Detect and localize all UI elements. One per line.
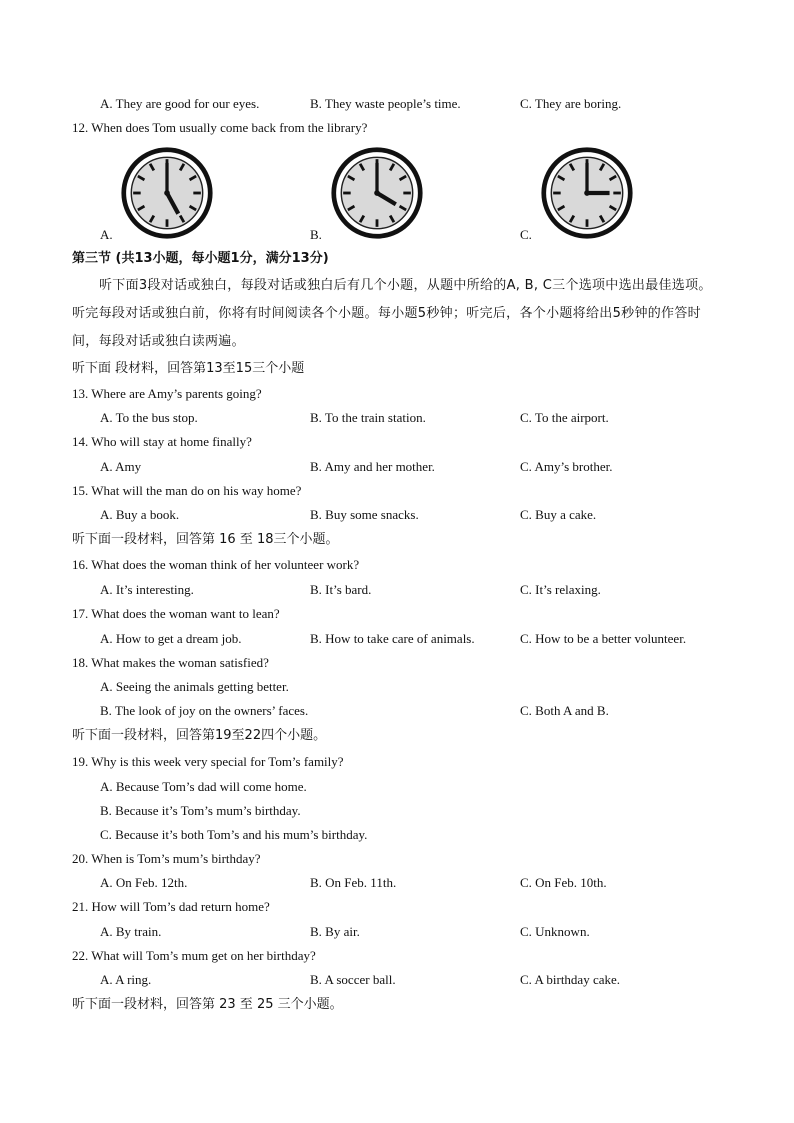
q14-option-c: C. Amy’s brother. bbox=[520, 459, 613, 474]
q15-option-c: C. Buy a cake. bbox=[520, 507, 597, 522]
intro-19-22: 听下面一段材料，回答第19至22四个小题。 bbox=[72, 728, 327, 743]
q22-option-a: A. A ring. bbox=[100, 972, 152, 987]
q15-option-b: B. Buy some snacks. bbox=[310, 507, 419, 522]
q18-question: 18. What makes the woman satisfied? bbox=[72, 655, 269, 670]
intro-23-25: 听下面一段材料，回答第 23 至 25 三个小题。 bbox=[72, 997, 343, 1012]
q19-option-a: A. Because Tom’s dad will come home. bbox=[100, 779, 307, 794]
q19-option-b: B. Because it’s Tom’s mum’s birthday. bbox=[100, 803, 301, 818]
q21-option-c: C. Unknown. bbox=[520, 924, 590, 939]
clock-b-icon bbox=[330, 146, 424, 240]
q16-question: 16. What does the woman think of her volunteer work? bbox=[72, 557, 360, 572]
q14-option-a: A. Amy bbox=[100, 459, 142, 474]
q18-option-a: A. Seeing the animals getting better. bbox=[100, 679, 289, 694]
q14-option-b: B. Amy and her mother. bbox=[310, 459, 435, 474]
intro-13-15: 听下面 段材料，回答第13至15三个小题 bbox=[72, 361, 305, 376]
q16-option-a: A. It’s interesting. bbox=[100, 582, 194, 597]
q14-question: 14. Who will stay at home finally? bbox=[72, 434, 252, 449]
q20-option-a: A. On Feb. 12th. bbox=[100, 875, 188, 890]
q13-option-a: A. To the bus stop. bbox=[100, 410, 198, 425]
q15-option-a: A. Buy a book. bbox=[100, 507, 180, 522]
intro-16-18: 听下面一段材料，回答第 16 至 18三个小题。 bbox=[72, 532, 339, 547]
clock-a-icon bbox=[120, 146, 214, 240]
q17-option-c: C. How to be a better volunteer. bbox=[520, 631, 687, 646]
q20-option-c: C. On Feb. 10th. bbox=[520, 875, 607, 890]
q20-option-b: B. On Feb. 11th. bbox=[310, 875, 397, 890]
section3-instructions: 听下面3段对话或独白，每段对话或独白后有几个小题，从题中所给的A, B, C三个选项中选出最佳选项。听完每段对话或独白前，你将有时间阅读各个小题。每小题5秒钟；听完后，各个小题将给出5秒钟的作答时间，每段对话或独白读两遍。 bbox=[72, 278, 712, 349]
q18-option-c: C. Both A and B. bbox=[520, 703, 609, 718]
q11-option-c: C. They are boring. bbox=[520, 96, 622, 111]
clock-c-icon bbox=[540, 146, 634, 240]
q13-question: 13. Where are Amy’s parents going? bbox=[72, 386, 262, 401]
q21-question: 21. How will Tom’s dad return home? bbox=[72, 899, 270, 914]
q21-option-b: B. By air. bbox=[310, 924, 360, 939]
q17-option-b: B. How to take care of animals. bbox=[310, 631, 475, 646]
q15-question: 15. What will the man do on his way home? bbox=[72, 483, 302, 498]
q17-option-a: A. How to get a dream job. bbox=[100, 631, 242, 646]
q22-option-b: B. A soccer ball. bbox=[310, 972, 396, 987]
q16-option-c: C. It’s relaxing. bbox=[520, 582, 601, 597]
q19-option-c: C. Because it’s both Tom’s and his mum’s birthday. bbox=[100, 827, 368, 842]
q12-option-c: C. bbox=[520, 227, 532, 242]
q19-question: 19. Why is this week very special for Tom’s family? bbox=[72, 754, 344, 769]
q11-option-b: B. They waste people’s time. bbox=[310, 96, 461, 111]
q13-option-c: C. To the airport. bbox=[520, 410, 609, 425]
q12-option-b: B. bbox=[310, 227, 322, 242]
q12-question: 12. When does Tom usually come back from the library? bbox=[72, 120, 368, 135]
q13-option-b: B. To the train station. bbox=[310, 410, 426, 425]
q20-question: 20. When is Tom’s mum’s birthday? bbox=[72, 851, 261, 866]
q17-question: 17. What does the woman want to lean? bbox=[72, 606, 280, 621]
q16-option-b: B. It’s bard. bbox=[310, 582, 372, 597]
q22-question: 22. What will Tom’s mum get on her birthday? bbox=[72, 948, 316, 963]
q22-option-c: C. A birthday cake. bbox=[520, 972, 621, 987]
q11-option-a: A. They are good for our eyes. bbox=[100, 96, 260, 111]
q12-option-a: A. bbox=[100, 227, 113, 242]
section3-heading: 第三节 (共13小题，每小题1分，满分13分) bbox=[72, 251, 329, 266]
q18-option-b: B. The look of joy on the owners’ faces. bbox=[100, 703, 309, 718]
q21-option-a: A. By train. bbox=[100, 924, 162, 939]
